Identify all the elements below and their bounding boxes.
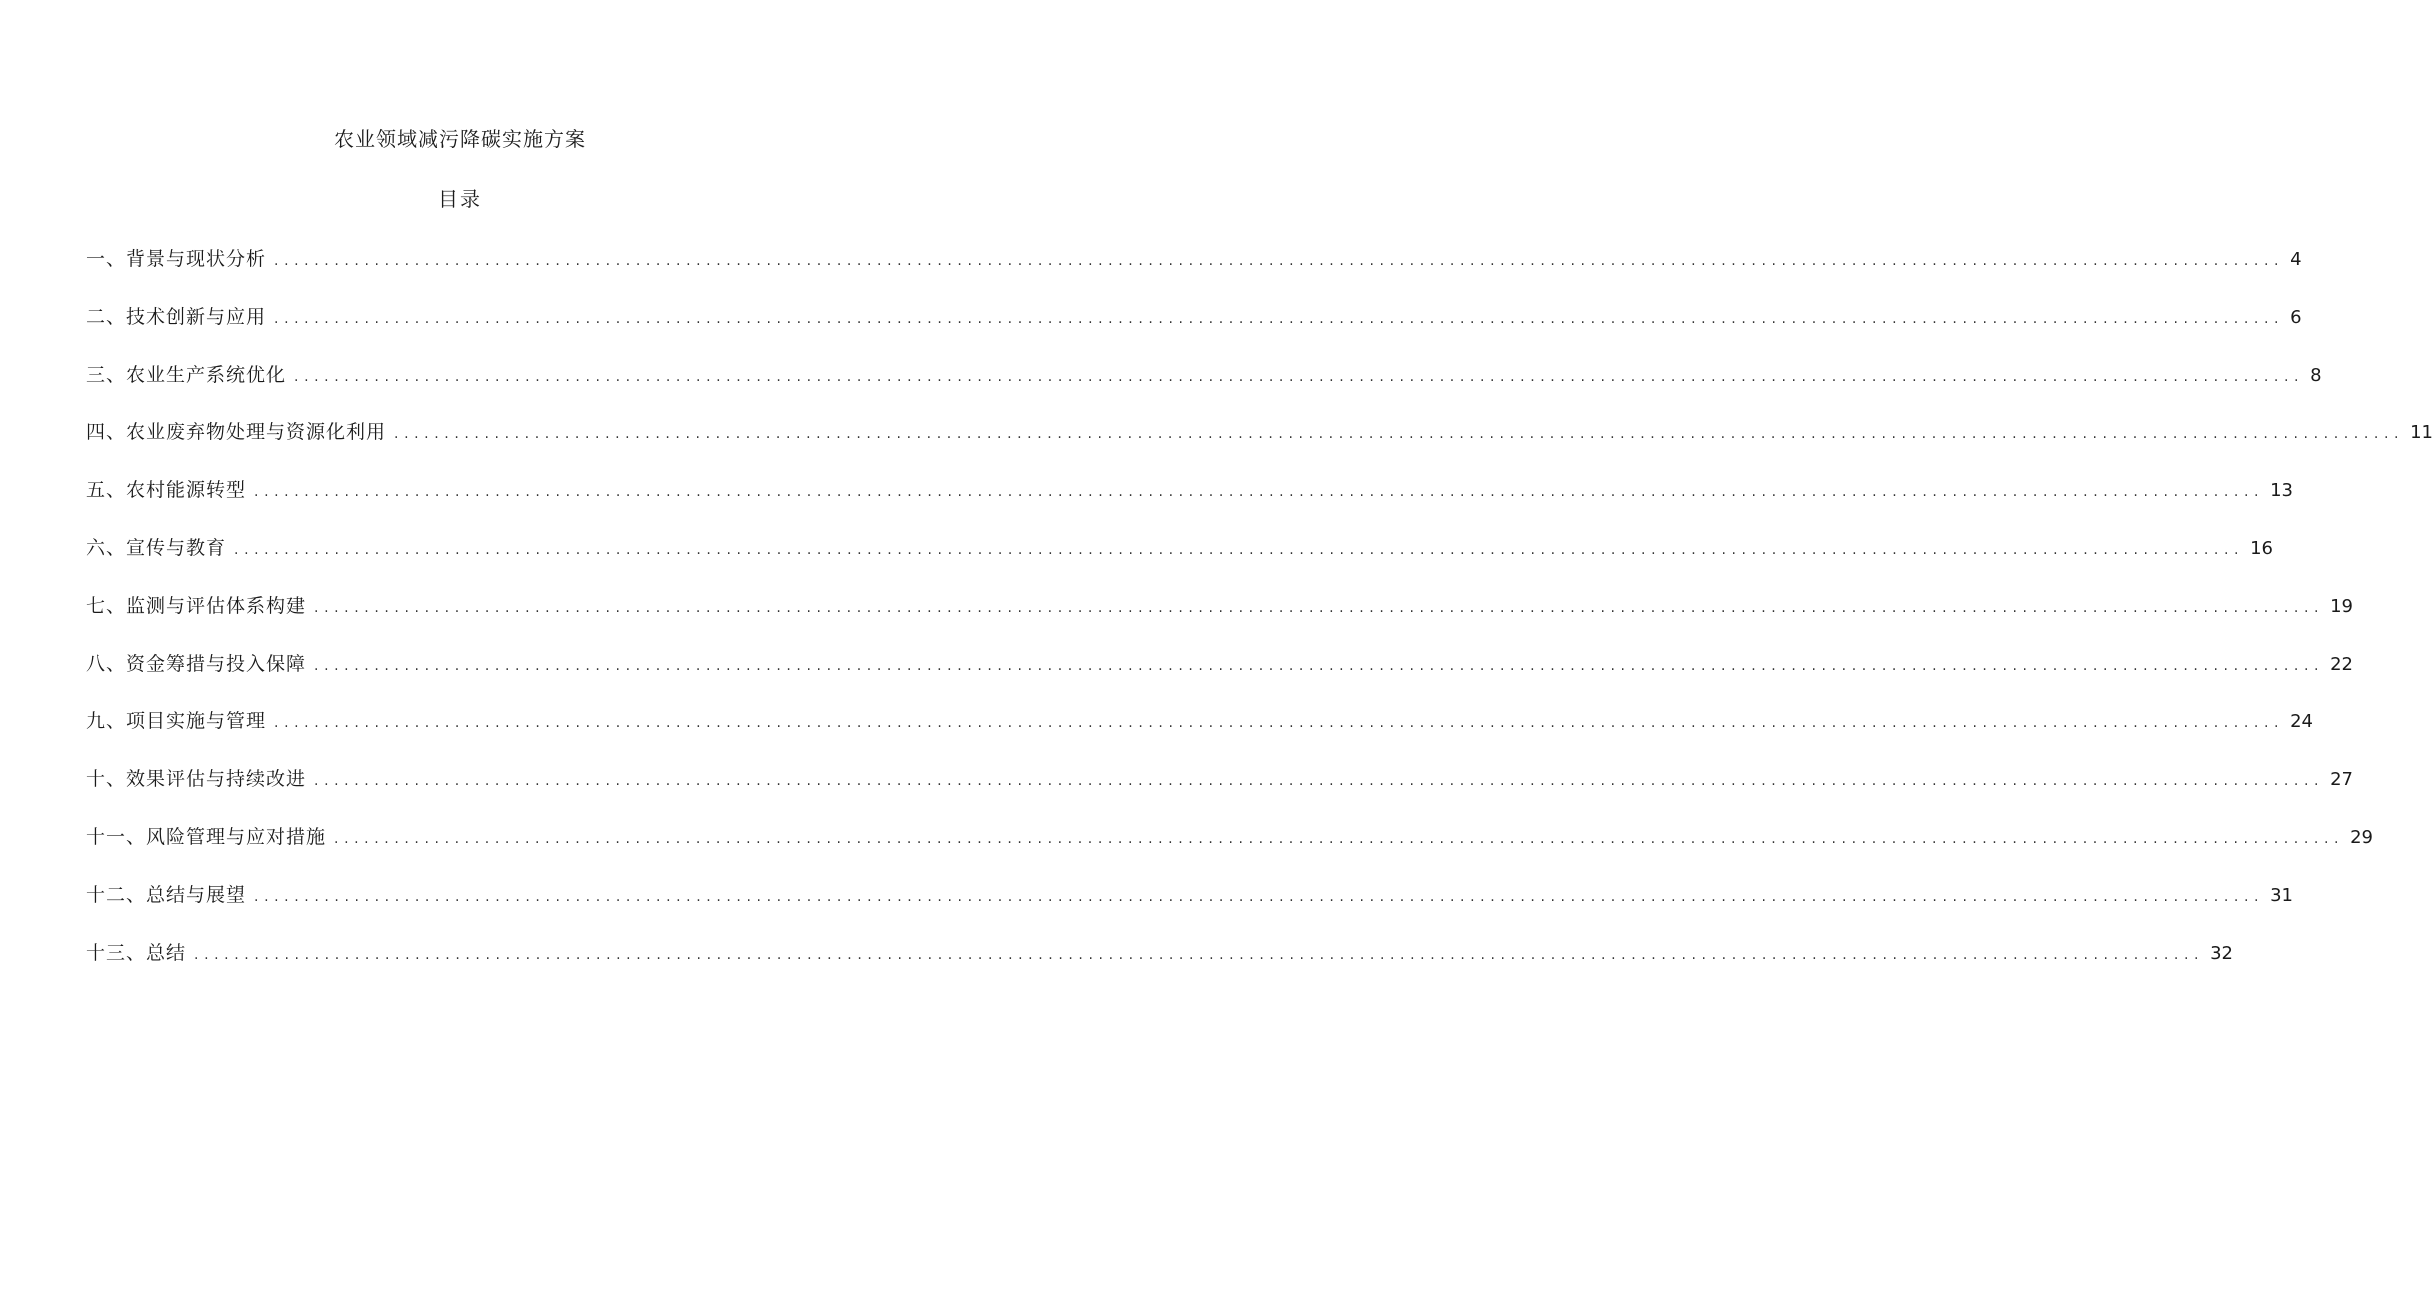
toc-entry[interactable] <box>86 475 2293 533</box>
toc-entry[interactable] <box>86 244 2302 302</box>
toc-entry[interactable] <box>86 417 2433 475</box>
toc-entry[interactable] <box>86 533 2273 591</box>
toc-entry-label: 六、宣传与教育 <box>86 536 227 559</box>
toc-entry-page: 27 <box>2330 769 2353 791</box>
table-of-contents <box>86 244 2433 995</box>
toc-entry-page: 29 <box>2350 826 2373 848</box>
toc-entry-label: 七、监测与评估体系构建 <box>86 594 307 617</box>
toc-entry-page: 13 <box>2270 480 2293 502</box>
dot-leader: ........................................................................................................................................................................................................ <box>334 830 2345 847</box>
toc-entry-page: 22 <box>2330 653 2353 675</box>
toc-entry[interactable] <box>86 880 2293 938</box>
toc-entry-page: 11 <box>2410 422 2433 444</box>
toc-entry[interactable] <box>86 649 2353 707</box>
toc-entry[interactable] <box>86 591 2353 649</box>
toc-entry[interactable] <box>86 764 2353 822</box>
toc-entry-label: 五、农村能源转型 <box>86 479 247 502</box>
toc-entry-page: 16 <box>2250 537 2273 559</box>
toc-entry[interactable] <box>86 822 2373 880</box>
toc-entry-page: 4 <box>2290 249 2302 270</box>
toc-entry-label: 十、效果评估与持续改进 <box>86 768 307 791</box>
dot-leader: ........................................................................................................................................................................................................ <box>234 541 2245 558</box>
dot-leader: ........................................................................................................................................................................................................ <box>254 888 2265 905</box>
toc-entry-label: 八、资金筹措与投入保障 <box>86 652 307 675</box>
toc-entry[interactable] <box>86 938 2233 996</box>
toc-entry-label: 一、背景与现状分析 <box>86 248 267 270</box>
dot-leader: ........................................................................................................................................................................................................ <box>294 368 2305 385</box>
dot-leader: ........................................................................................................................................................................................................ <box>274 253 2285 269</box>
toc-entry[interactable] <box>86 302 2302 360</box>
toc-entry-label: 十一、风险管理与应对措施 <box>86 825 327 848</box>
dot-leader: ........................................................................................................................................................................................................ <box>314 773 2325 790</box>
dot-leader: ........................................................................................................................................................................................................ <box>274 310 2285 327</box>
toc-entry-page: 6 <box>2290 306 2302 328</box>
dot-leader: ........................................................................................................................................................................................................ <box>314 599 2325 616</box>
dot-leader: ........................................................................................................................................................................................................ <box>394 426 2405 443</box>
toc-entry-label: 九、项目实施与管理 <box>86 710 267 733</box>
toc-heading: 目录 <box>438 187 482 211</box>
toc-entry[interactable] <box>86 706 2313 764</box>
toc-entry-page: 31 <box>2270 884 2293 906</box>
toc-entry-page: 8 <box>2310 364 2322 386</box>
toc-entry-page: 32 <box>2210 942 2233 964</box>
dot-leader: ........................................................................................................................................................................................................ <box>274 715 2285 732</box>
dot-leader: ........................................................................................................................................................................................................ <box>254 484 2265 501</box>
toc-entry-label: 十三、总结 <box>86 941 187 964</box>
dot-leader: ........................................................................................................................................................................................................ <box>194 946 2205 963</box>
dot-leader: ........................................................................................................................................................................................................ <box>314 657 2325 674</box>
toc-entry[interactable] <box>86 360 2322 418</box>
toc-entry-label: 三、农业生产系统优化 <box>86 363 287 386</box>
toc-entry-page: 24 <box>2290 711 2313 733</box>
toc-entry-label: 十二、总结与展望 <box>86 883 247 906</box>
toc-entry-label: 四、农业废弃物处理与资源化利用 <box>86 421 387 444</box>
toc-entry-label: 二、技术创新与应用 <box>86 305 267 328</box>
document-title: 农业领域减污降碳实施方案 <box>334 127 586 151</box>
toc-entry-page: 19 <box>2330 595 2353 617</box>
